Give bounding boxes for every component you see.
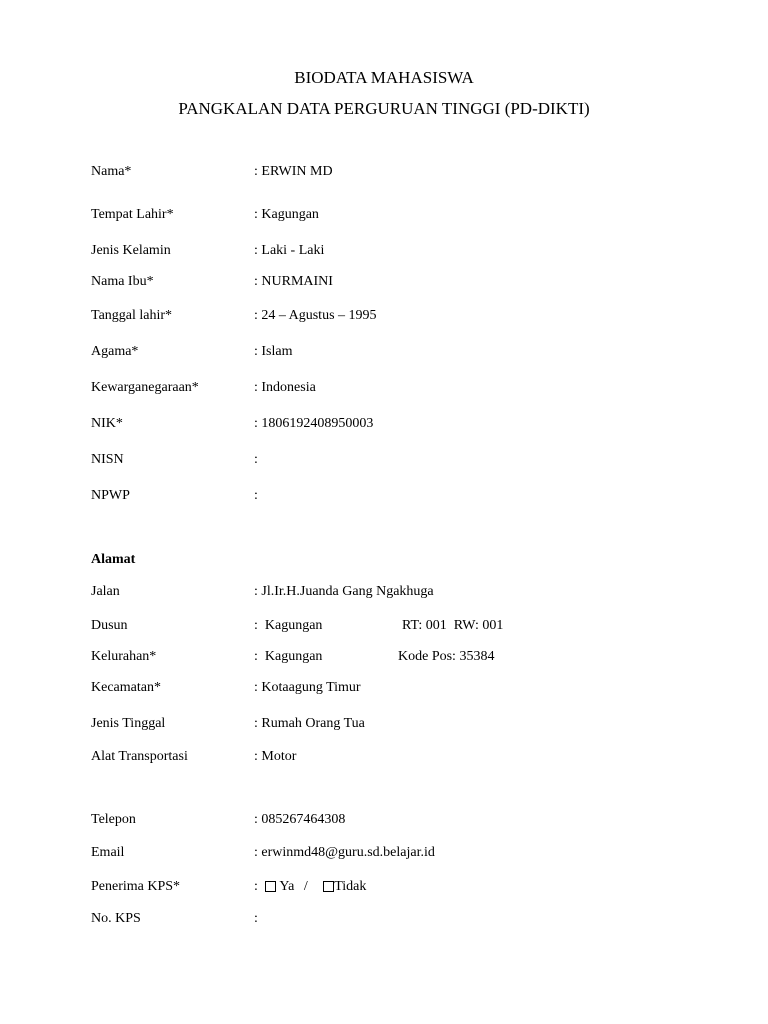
npwp-label: NPWP [91,488,130,503]
ya-option-label: Ya [279,879,295,894]
alat-transportasi-value: : Motor [254,749,297,764]
document-subtitle: PANGKALAN DATA PERGURUAN TINGGI (PD-DIKTI) [178,99,590,118]
tidak-option-label: Tidak [334,879,367,894]
nama-label: Nama* [91,164,132,179]
kode-pos-value: Kode Pos: 35384 [398,649,495,664]
email-value: : erwinmd48@guru.sd.belajar.id [254,845,435,860]
tidak-checkbox[interactable] [323,881,334,892]
dusun-value: : Kagungan [254,618,323,633]
telepon-value: : 085267464308 [254,812,346,827]
dusun-label: Dusun [91,618,128,633]
jenis-tinggal-value: : Rumah Orang Tua [254,716,365,731]
nama-ibu-value: : NURMAINI [254,274,333,289]
nisn-value: : [254,452,258,467]
email-label: Email [91,845,125,860]
penerima-kps-options [254,879,366,895]
tempat-lahir-label: Tempat Lahir* [91,207,174,222]
jenis-kelamin-label: Jenis Kelamin [91,243,171,258]
tempat-lahir-value: : Kagungan [254,207,319,222]
jalan-label: Jalan [91,584,120,599]
option-separator: / [303,879,308,894]
jalan-value: : Jl.Ir.H.Juanda Gang Ngakhuga [254,584,434,599]
penerima-kps-label: Penerima KPS* [91,879,181,894]
kecamatan-label: Kecamatan* [91,680,161,695]
tanggal-lahir-value: : 24 – Agustus – 1995 [254,308,377,323]
nama-value: : ERWIN MD [254,164,333,179]
ya-checkbox[interactable] [265,881,276,892]
jenis-tinggal-label: Jenis Tinggal [91,716,166,731]
no-kps-value: : [254,911,258,926]
kelurahan-label: Kelurahan* [91,649,157,664]
alamat-heading: Alamat [91,552,136,567]
penerima-kps-colon: : [254,879,258,894]
kewarganegaraan-label: Kewarganegaraan* [91,380,199,395]
npwp-value: : [254,488,258,503]
nik-label: NIK* [91,416,123,431]
jenis-kelamin-value: : Laki - Laki [254,243,325,258]
agama-value: : Islam [254,344,293,359]
nik-value: : 1806192408950003 [254,416,374,431]
nisn-label: NISN [91,452,124,467]
rt-rw-value: RT: 001 RW: 001 [402,618,504,633]
kewarganegaraan-value: : Indonesia [254,380,316,395]
telepon-label: Telepon [91,812,136,827]
tanggal-lahir-label: Tanggal lahir* [91,308,173,323]
kelurahan-value: : Kagungan [254,649,323,664]
no-kps-label: No. KPS [91,911,141,926]
nama-ibu-label: Nama Ibu* [91,274,154,289]
alat-transportasi-label: Alat Transportasi [91,749,188,764]
agama-label: Agama* [91,344,139,359]
kecamatan-value: : Kotaagung Timur [254,680,361,695]
document-title: BIODATA MAHASISWA [294,68,474,87]
